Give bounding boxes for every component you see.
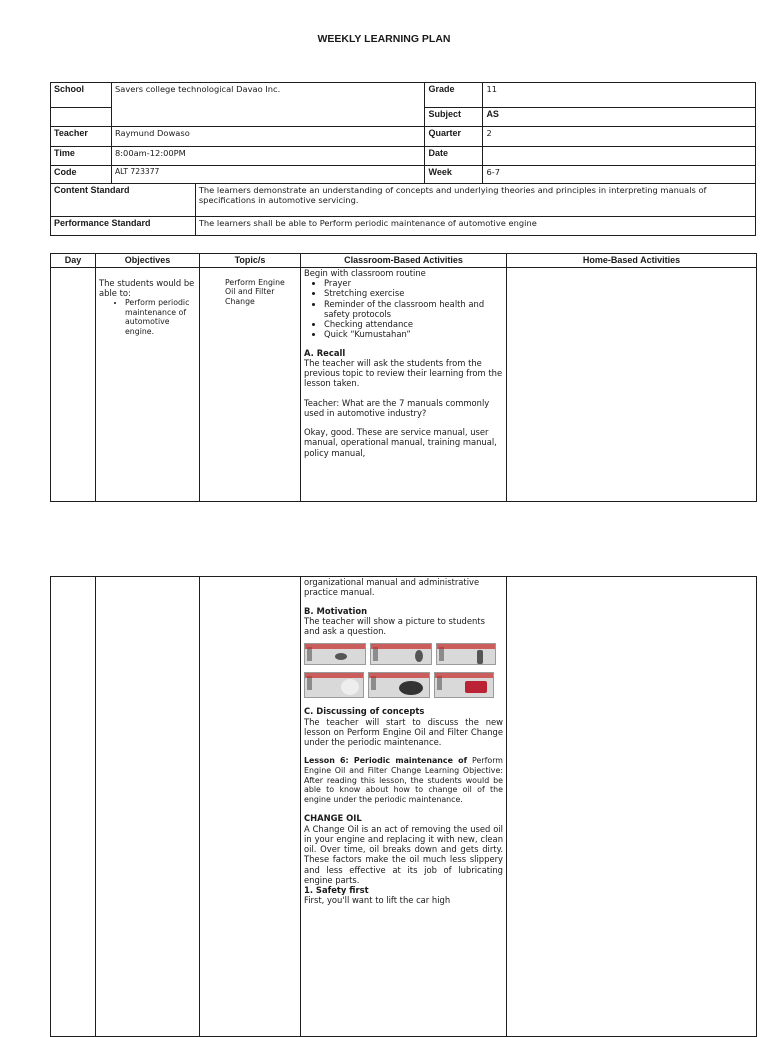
classroom-activities-cell — [301, 577, 507, 1037]
change-oil-text: A Change Oil is an act of removing the used oil in your engine and replacing it with new, clean oil. Over time, oil breaks down and gets dirty. These factors make the oil much less slippery and less effective at its job of lubricating engine parts. — [304, 823, 503, 885]
teacher-question: Teacher: What are the 7 manuals commonly used in automotive industry? — [304, 397, 490, 418]
code-value: ALT 723377 — [111, 166, 425, 184]
col-classroom-activities: Classroom-Based Activities — [301, 254, 507, 268]
picture-thumbnail — [434, 672, 494, 698]
motivation-images-row-1 — [304, 643, 503, 665]
topic-text: Perform Engine Oil and Filter Change — [225, 277, 285, 306]
discussing-heading: C. Discussing of concepts — [304, 706, 425, 717]
school-value: Savers college technological Davao Inc. — [111, 83, 425, 127]
discussing-text: The teacher will start to discuss the new lesson on Perform Engine Oil and Filter Change under the periodic maintenance. — [304, 716, 503, 747]
recall-heading: A. Recall — [304, 347, 346, 358]
safety-text: First, you'll want to lift the car high — [304, 895, 451, 906]
time-value: 8:00am-12:00PM — [111, 147, 425, 166]
date-label: Date — [425, 147, 483, 166]
objectives-cell — [96, 267, 200, 501]
page-title: WEEKLY LEARNING PLAN — [317, 33, 451, 45]
col-home-activities: Home-Based Activities — [507, 254, 757, 268]
performance-standard-value: The learners shall be able to Perform periodic maintenance of automotive engine — [195, 217, 755, 236]
picture-thumbnail — [436, 643, 496, 665]
list-item: • Stretching exercise — [324, 288, 503, 298]
motivation-images-row-2 — [304, 672, 503, 698]
topics-cell — [200, 267, 301, 501]
routine-intro: Begin with classroom routine — [304, 267, 426, 278]
performance-standard-label: Performance Standard — [51, 217, 196, 236]
classroom-activities-cell — [301, 267, 507, 501]
quarter-label: Quarter — [425, 127, 483, 147]
home-activities-cell — [507, 577, 757, 1037]
header-table — [50, 82, 756, 236]
answer-text-part-2: organizational manual and administrative practice manual. — [304, 577, 480, 598]
teacher-label: Teacher — [51, 127, 112, 147]
plan-table-part-1 — [50, 253, 757, 502]
content-standard-value: The learners demonstrate an understanding of concepts and underlying theories and principles in interpreting manuals of specifications in automotive servicing. — [195, 184, 755, 217]
recall-text: The teacher will ask the students from the previous topic to review their learning from the lesson taken. — [304, 357, 503, 389]
objectives-cell — [96, 577, 200, 1037]
change-oil-heading: CHANGE OIL — [304, 813, 362, 824]
school-label: School — [51, 83, 112, 108]
week-label: Week — [425, 166, 483, 184]
date-value — [483, 147, 756, 166]
teacher-value: Raymund Dowaso — [111, 127, 425, 147]
picture-thumbnail — [370, 643, 432, 665]
quarter-value: 2 — [483, 127, 756, 147]
content-standard-label: Content Standard — [51, 184, 196, 217]
day-cell — [51, 267, 96, 501]
grade-label: Grade — [425, 83, 483, 108]
list-item: • Quick “Kumustahan” — [324, 329, 503, 339]
answer-text-part-1: Okay, good. These are service manual, user manual, operational manual, training manual, policy manual, — [304, 427, 497, 458]
subject-label: Subject — [425, 108, 483, 127]
subject-value: AS — [483, 108, 756, 127]
home-activities-cell — [507, 267, 757, 501]
objectives-intro: The students would be able to: — [99, 277, 195, 299]
picture-thumbnail — [304, 672, 364, 698]
day-cell — [51, 577, 96, 1037]
motivation-text: The teacher will show a picture to students and ask a question. — [304, 615, 485, 636]
lesson-title: Lesson 6: Periodic maintenance of — [304, 756, 468, 766]
col-topics: Topic/s — [200, 254, 301, 268]
code-label: Code — [51, 166, 112, 184]
list-item: • Checking attendance — [324, 319, 503, 329]
plan-table-part-2 — [50, 576, 757, 1037]
lesson-text: Perform Engine Oil and Filter Change Learning Objective: After reading this lesson, the students would be able to know about how to change oil of the engine under the periodic maintenance. — [304, 756, 503, 804]
picture-thumbnail — [368, 672, 430, 698]
safety-heading: 1. Safety first — [304, 885, 369, 896]
motivation-heading: B. Motivation — [304, 605, 368, 616]
time-label: Time — [51, 147, 112, 166]
lesson-paragraph — [304, 756, 503, 804]
routine-list — [304, 278, 503, 340]
col-objectives: Objectives — [96, 254, 200, 268]
list-item: • Reminder of the classroom health and safety protocols — [324, 299, 503, 320]
topics-cell — [200, 577, 301, 1037]
col-day: Day — [51, 254, 96, 268]
week-value: 6-7 — [483, 166, 756, 184]
list-item: • Prayer — [324, 278, 503, 288]
picture-thumbnail — [304, 643, 366, 665]
grade-value: 11 — [483, 83, 756, 108]
objectives-item: • Perform periodic maintenance of automotive engine. — [125, 298, 196, 336]
